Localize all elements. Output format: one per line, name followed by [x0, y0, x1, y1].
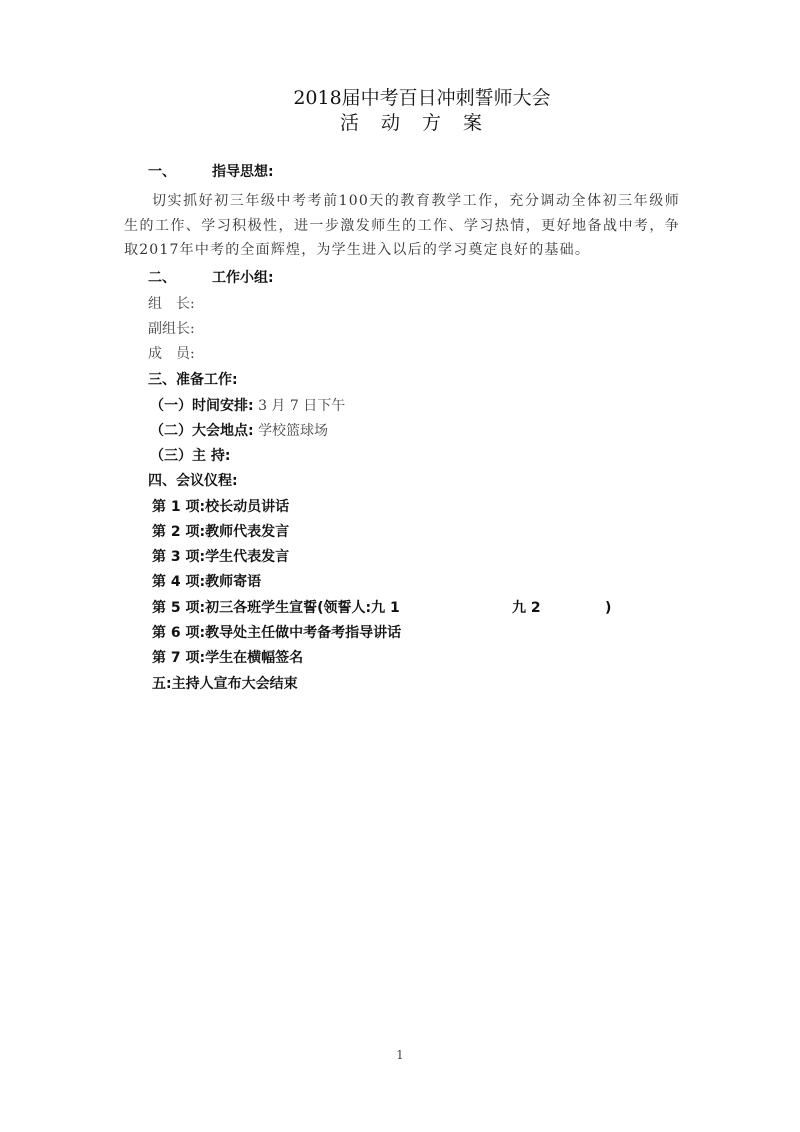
- prep-item-time-value: 3 月 7 日下午: [258, 398, 346, 414]
- deputy-leader-label: 副组长:: [148, 321, 195, 337]
- agenda-step-3: [152, 547, 289, 567]
- prep-item-host-label: （三）主 持:: [150, 448, 231, 464]
- agenda-step-3-text: 学生代表发言: [205, 549, 290, 565]
- agenda-step-6: [152, 623, 401, 643]
- agenda-step-5-class2: 九 2: [512, 600, 541, 616]
- agenda-step-7-prefix: 第 7 项:: [152, 650, 206, 666]
- agenda-step-1-prefix: 第 1 项:: [152, 499, 206, 515]
- section-4-heading: 四、会议仪程:: [148, 473, 238, 489]
- document-subtitle: 活动方案: [339, 112, 504, 134]
- agenda-step-4-text: 教师寄语: [205, 574, 262, 590]
- prep-item-location-value: 学校篮球场: [258, 423, 329, 439]
- section-1-paragraph: 切实抓好初三年级中考考前100天的教育教学工作，充分调动全体初三年级师生的工作、学习积极性，进一步激发师生的工作、学习热情，更好地备战中考，争取2017年中考的全面辉煌，为学生进入以后的学习奠定良好的基础。: [124, 193, 680, 258]
- section-2-heading: [148, 268, 274, 288]
- section-1-heading: [148, 162, 274, 182]
- prep-item-host: [150, 446, 230, 466]
- prep-item-time: [150, 396, 345, 416]
- agenda-step-7-text: 学生在横幅签名: [205, 650, 304, 666]
- section-5-heading: 五:主持人宣布大会结束: [152, 676, 298, 692]
- prep-item-location-label: （二）大会地点:: [150, 423, 254, 439]
- document-title: 2018届中考百日冲刺誓师大会: [293, 87, 551, 109]
- agenda-step-4-prefix: 第 4 项:: [152, 574, 206, 590]
- agenda-step-7: [152, 648, 303, 668]
- agenda-step-5: [152, 598, 400, 618]
- agenda-step-2: [152, 522, 289, 542]
- group-leader-label: 组 长:: [148, 296, 195, 312]
- section-2-number: 二、: [148, 270, 176, 286]
- section-3-heading: 三、准备工作:: [148, 372, 238, 388]
- section-1-number: 一、: [148, 164, 176, 180]
- agenda-step-6-text: 教导处主任做中考备考指导讲话: [205, 625, 402, 641]
- section-1-title: 指导思想:: [212, 164, 274, 180]
- agenda-step-5-text: 初三各班学生宣誓(领誓人:九 1: [205, 600, 400, 616]
- agenda-step-4: [152, 572, 261, 592]
- section-2-title: 工作小组:: [212, 270, 274, 286]
- agenda-step-1-text: 校长动员讲话: [205, 499, 290, 515]
- members-label: 成 员:: [148, 346, 195, 362]
- agenda-step-6-prefix: 第 6 项:: [152, 625, 206, 641]
- agenda-step-1: [152, 497, 289, 517]
- agenda-step-2-prefix: 第 2 项:: [152, 524, 206, 540]
- prep-item-location: [150, 421, 328, 441]
- agenda-step-5-close: ): [605, 600, 612, 616]
- page-number: 1: [396, 1048, 404, 1062]
- agenda-step-5-prefix: 第 5 项:: [152, 600, 206, 616]
- prep-item-time-label: （一）时间安排:: [150, 398, 254, 414]
- agenda-step-2-text: 教师代表发言: [205, 524, 290, 540]
- agenda-step-3-prefix: 第 3 项:: [152, 549, 206, 565]
